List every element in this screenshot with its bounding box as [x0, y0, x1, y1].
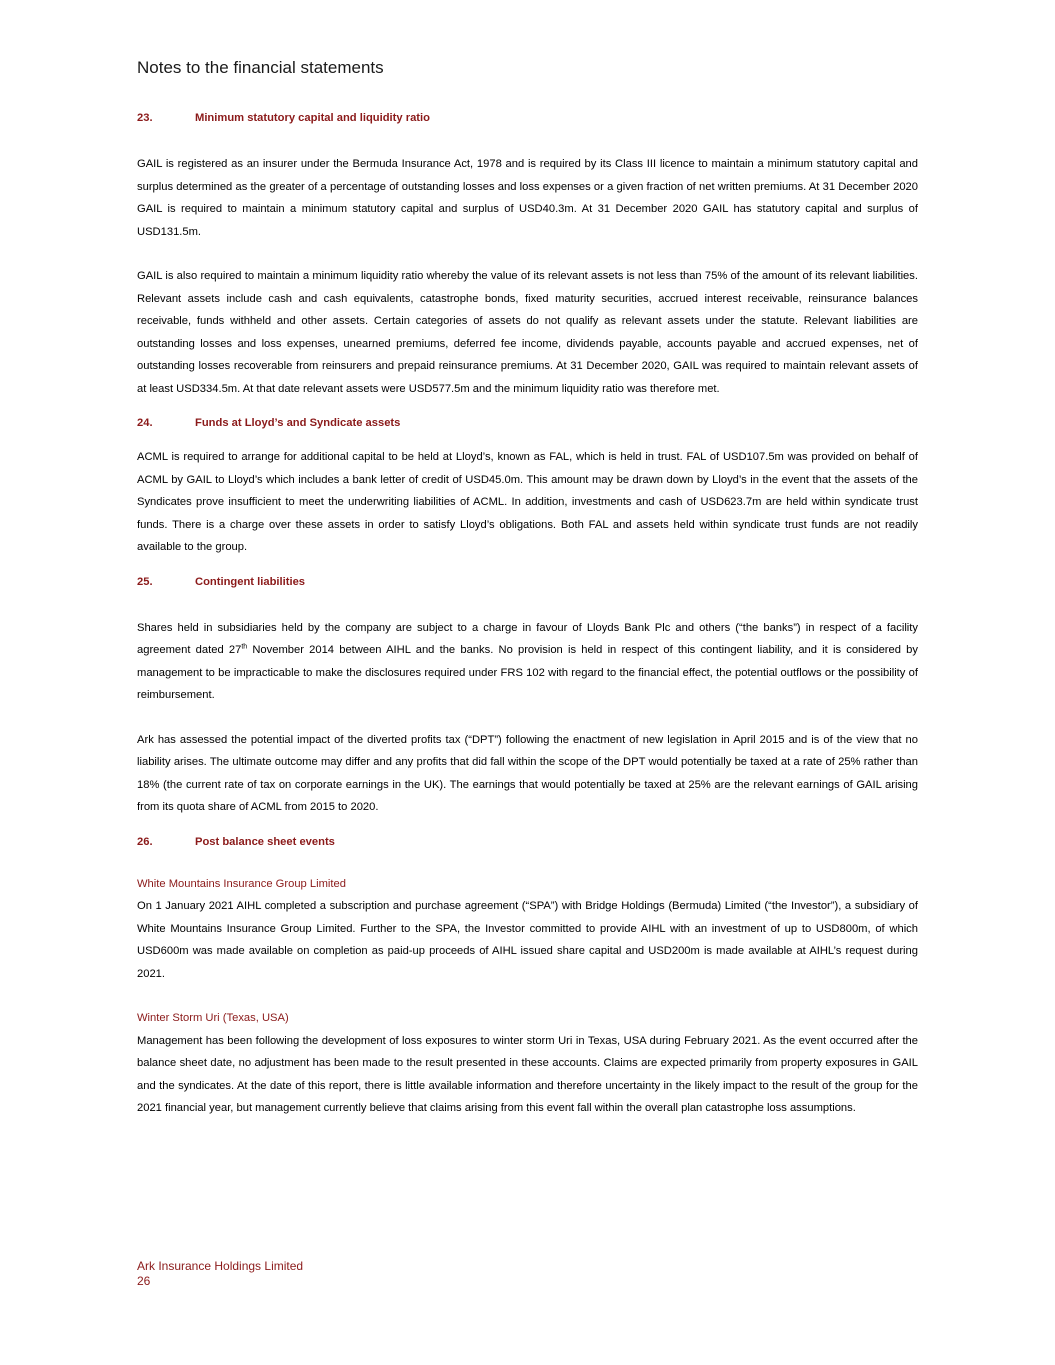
section-23-heading: [137, 105, 918, 131]
page-title: Notes to the financial statements: [137, 58, 384, 77]
section-number: 25.: [137, 575, 153, 588]
paragraph: Ark has assessed the potential impact of the diverted profits tax (“DPT”) following the enactment of new legislation in April 2015 and is of the view that no liability arises. The ultimate outcome may differ and any profits that did fall within the scope of the DPT would potentially be taxed at a rate of 25% rather than 18% (the current rate of tax on corporate earnings in the UK). The earnings that would potentially be taxed at 25% are the relevant earnings of GAIL arising from its quota share of ACML from 2015 to 2020.: [137, 733, 918, 813]
section-title: Funds at Lloyd’s and Syndicate assets: [195, 417, 401, 429]
section-24-heading: [137, 410, 918, 436]
paragraph: GAIL is registered as an insurer under the Bermuda Insurance Act, 1978 and is required by its Class III licence to maintain a minimum statutory capital and surplus determined as the greater of a percentage of outstanding losses and loss expenses or a given fraction of net written premiums. At 31 December 2020 GAIL is required to maintain a minimum statutory capital and surplus of USD40.3m. At 31 December 2020 GAIL has statutory capital and surplus of USD131.5m.: [137, 158, 918, 238]
section-number: 24.: [137, 417, 153, 429]
paragraph-text: November 2014 between AIHL and the banks. No provision is held in respect of this contingent liability, and it is considered by management to be impracticable to make the disclosures required under FRS 102 with regard to the financial effect, the potential outflows or the possibility of reimbursement.: [137, 644, 918, 701]
section-26-heading: [137, 829, 918, 855]
company-name: Ark Insurance Holdings Limited: [137, 1259, 304, 1273]
section-title: Contingent liabilities: [195, 575, 306, 588]
paragraph: [137, 617, 918, 707]
section-number: 23.: [137, 112, 153, 124]
section-title: Post balance sheet events: [195, 835, 335, 848]
paragraph: Management has been following the development of loss exposures to winter storm Uri in Texas, USA during February 2021. As the event occurred after the balance sheet date, no adjustment has been made to the result presented in these accounts. Claims are expected primarily from property exposures in GAIL and the syndicates. At the date of this report, there is little available information and therefore uncertainty in the likely impact to the result of the group for the 2021 financial year, but management currently believe that claims arising from this event fall within the overall plan catastrophe loss assumptions.: [137, 1034, 918, 1114]
section-title: Minimum statutory capital and liquidity ratio: [195, 112, 430, 124]
ordinal-suffix: th: [241, 643, 248, 651]
paragraph-text: Shares held in subsidiaries held by the company are subject to a charge in favour of Lloyds Bank Plc and others (“the banks”) in respect of a facility agreement dated 27: [137, 621, 918, 656]
notes-content: [137, 105, 918, 1120]
subheading: Winter Storm Uri (Texas, USA): [137, 1012, 289, 1024]
section-25-heading: [137, 569, 918, 595]
page-number: 26: [137, 1274, 151, 1288]
section-number: 26.: [137, 835, 153, 848]
subheading: White Mountains Insurance Group Limited: [137, 877, 346, 890]
paragraph: GAIL is also required to maintain a minimum liquidity ratio whereby the value of its relevant assets is not less than 75% of the amount of its relevant liabilities. Relevant assets include cash and cash equivalents, catastrophe bonds, fixed maturity securities, accrued interest receivable, reinsurance balances receivable, funds withheld and other assets. Certain categories of assets do not qualify as relevant assets under the statute. Relevant liabilities are outstanding losses and loss expenses, unearned premiums, deferred fee income, dividends payable, accounts payable and accrued expenses, net of outstanding losses recoverable from reinsurers and prepaid reinsurance premiums. At 31 December 2020, GAIL was required to maintain relevant assets of at least USD334.5m. At that date relevant assets were USD577.5m and the minimum liquidity ratio was therefore met.: [137, 270, 918, 395]
page-footer: [137, 1259, 303, 1289]
paragraph: On 1 January 2021 AIHL completed a subscription and purchase agreement (“SPA”) with Bridge Holdings (Bermuda) Limited (“the Investor”), a subsidiary of White Mountains Insurance Group Limited. Further to the SPA, the Investor committed to provide AIHL with an investment of up to USD800m, of which USD600m was made available on completion as paid-up proceeds of AIHL issued share capital and USD200m is made available at AIHL’s request during 2021.: [137, 900, 918, 980]
paragraph: ACML is required to arrange for additional capital to be held at Lloyd’s, known as FAL, which is held in trust. FAL of USD107.5m was provided on behalf of ACML by GAIL to Lloyd’s which includes a bank letter of credit of USD45.0m. This amount may be drawn down by Lloyd’s in the event that the assets of the Syndicates prove insufficient to meet the underwriting liabilities of ACML. In addition, investments and cash of USD623.7m are held within syndicate trust funds. There is a charge over these assets in order to satisfy Lloyd’s obligations. Both FAL and assets held within syndicate trust funds are not readily available to the group.: [137, 451, 918, 553]
